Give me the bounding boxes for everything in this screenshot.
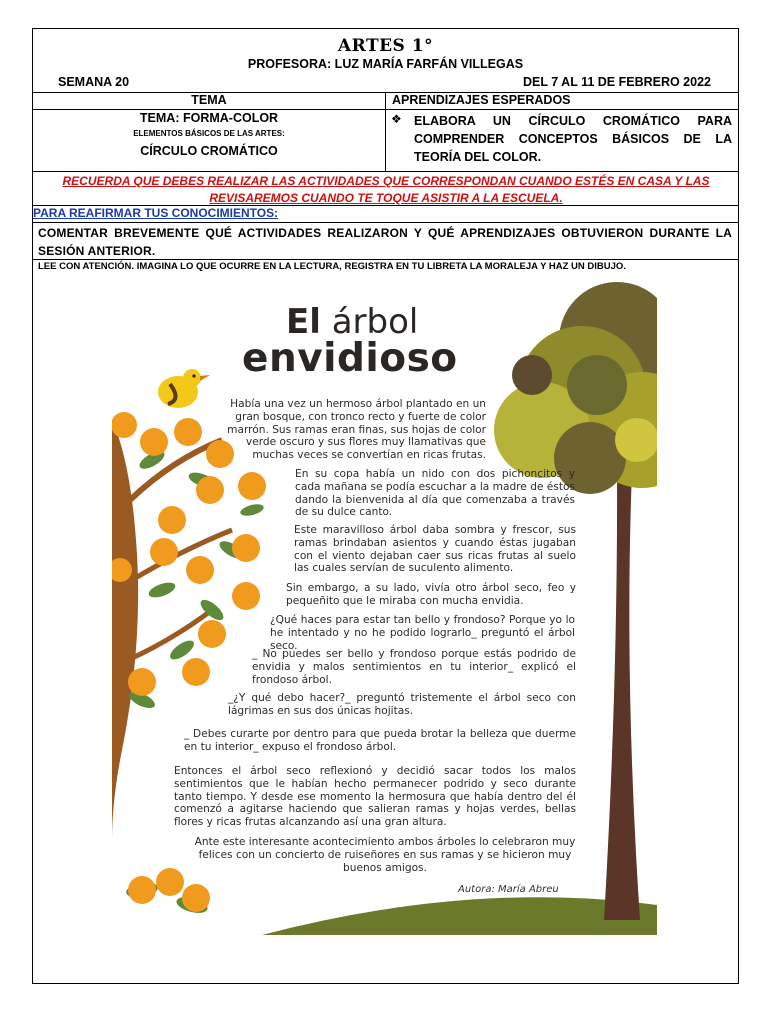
column-header-tema: TEMA [191,93,227,107]
section-heading: PARA REAFIRMAR TUS CONOCIMIENTOS: [33,206,279,220]
story-paragraph: Sin embargo, a su lado, vivía otro árbol seco, feo y pequeñito que le miraba con mucha envidia. [286,582,576,607]
story-title-word: El [286,302,321,342]
task-instruction-2: LEE CON ATENCIÓN. IMAGINA LO QUE OCURRE EN LA LECTURA, REGISTRA EN TU LIBRETA LA MORALEJA Y HAZ UN DIBUJO. [38,261,626,272]
date-range: DEL 7 AL 11 DE FEBRERO 2022 [522,75,711,89]
story-title-word: árbol [331,302,419,342]
story-author: Autora: María Abreu [458,884,559,895]
story-paragraph: Entonces el árbol seco reflexionó y decidió sacar todos los malos sentimientos que le habían hecho permanecer podrido y seco durante tanto tiempo. Y desde ese momento la hermosura que había dentro del él comenzó a agitarse haciendo que salieran ramas y hojas verdes, bellas flores y ricas frutas alcanzando así una gran altura. [174,765,576,829]
learning-outcome: ELABORA UN CÍRCULO CROMÁTICO PARA COMPRENDER CONCEPTOS BÁSICOS DE LA TEORÍA DEL COLOR. [414,114,732,164]
story-paragraph: Ante este interesante acontecimiento ambos árboles lo celebraron muy felices con un concierto de ruiseñores en sus ramas y se hicieron muy buenos amigos. [194,836,576,874]
week-label: SEMANA 20 [58,75,130,89]
task-instruction-1: COMENTAR BREVEMENTE QUÉ ACTIVIDADES REALIZARON Y QUÉ APRENDIZAJES OBTUVIERON DURANTE LA SESIÓN ANTERIOR. [38,226,732,258]
column-divider [385,92,386,172]
story-illustration [112,280,657,935]
story-paragraph: _¿Y qué debo hacer?_ preguntó tristemente el árbol seco con lágrimas en sus dos únicas hojitas. [228,692,576,717]
story-paragraph: _ No puedes ser bello y frondoso porque estás podrido de envidia y malos sentimientos en tu interior_ explicó el frondoso árbol. [252,648,576,686]
story-paragraph: _ Debes curarte por dentro para que pueda brotar la belleza que duerme en tu interior_ expuso el frondoso árbol. [184,728,576,753]
diamond-bullet-icon: ❖ [391,112,402,126]
tema-cell [33,110,385,158]
header [32,28,739,92]
story-paragraph: Había una vez un hermoso árbol plantado en un gran bosque, con tronco recto y fuerte de color marrón. Sus ramas eran finas, sus hojas de color verde oscuro y sus flores muy llamativas que muchas veces se convertían en ricas frutas. [227,398,486,462]
tema-subtitle: ELEMENTOS BÁSICOS DE LAS ARTES: [133,129,285,138]
story-paragraph: En su copa había un nido con dos pichoncitos y cada mañana se podía escuchar a la madre de éstos dando la bienvenida al día que comenzaba a través de su dulce canto. [295,468,575,519]
story-paragraph: ¿Qué haces para estar tan bello y frondoso? Porque yo lo he intentado y no he podido lograrlo_ preguntó el árbol seco. [270,614,575,652]
story-title-line2: envidioso [242,336,458,381]
column-header-aprendizajes: APRENDIZAJES ESPERADOS [392,93,571,107]
tema-title: TEMA: FORMA-COLOR [139,111,279,125]
reminder-note: RECUERDA QUE DEBES REALIZAR LAS ACTIVIDADES QUE CORRESPONDAN CUANDO ESTÉS EN CASA Y LAS REVISAREMOS CUANDO TE TOQUE ASISTIR A LA ESCUELA. [62,174,710,205]
bird-icon [158,369,210,408]
divider [32,222,739,223]
tema-topic: CÍRCULO CROMÁTICO [140,144,278,158]
page-title: ARTES 1° [337,36,434,56]
story-paragraph: Este maravilloso árbol daba sombra y frescor, sus ramas brindaban asientos y cuando éstas jugaban con el viento dejaban caer sus ricas frutas al suelo las cuales servían de suculento alimento. [294,524,576,575]
teacher-name: PROFESORA: LUZ MARÍA FARFÁN VILLEGAS [247,57,524,71]
